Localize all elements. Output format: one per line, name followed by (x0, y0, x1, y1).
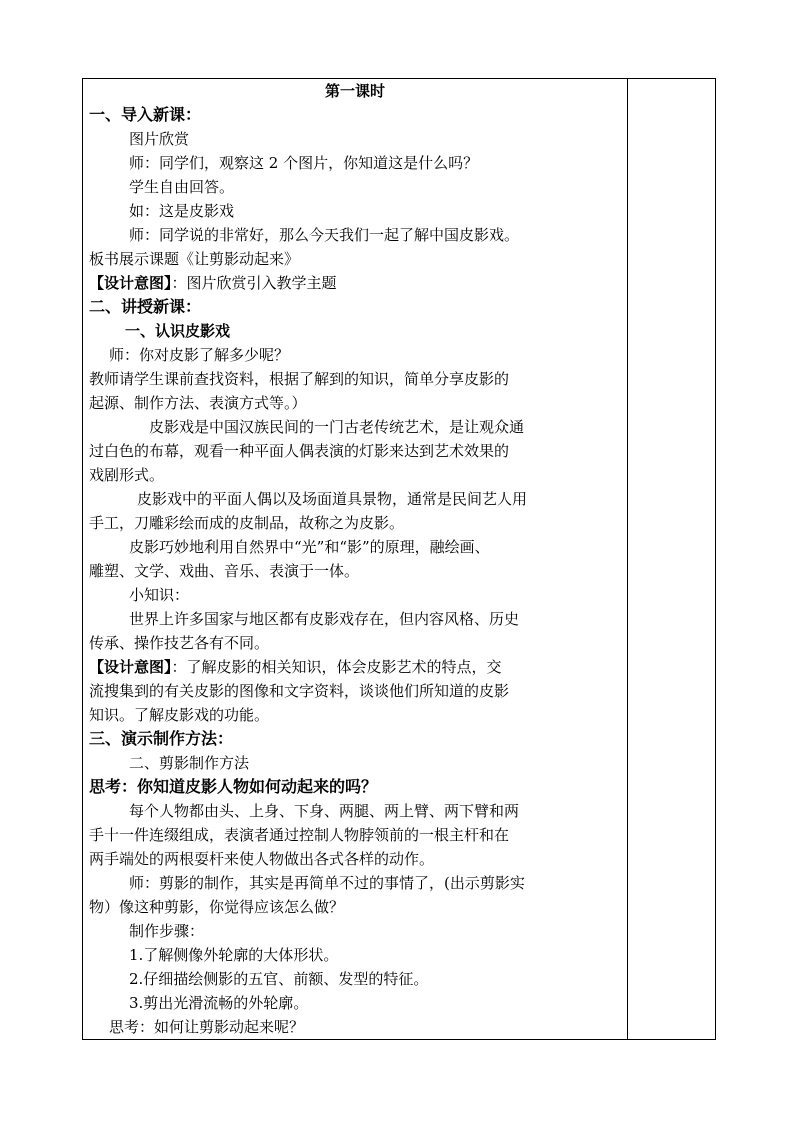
design-intent-label: 【设计意图】 (89, 658, 172, 676)
step-item: 2.仔细描绘侧影的五官、前额、发型的特征。 (129, 970, 429, 988)
paragraph: 手十一件连缀组成，表演者通过控制人物脖领前的一根主杆和在 (89, 826, 510, 844)
lesson-table (82, 78, 716, 1040)
paragraph: 知识。了解皮影戏的功能。 (89, 706, 270, 724)
section-heading-demo: 三、演示制作方法： (89, 729, 234, 748)
paragraph: 手工，刀雕彩绘而成的皮制品，故称之为皮影。 (89, 514, 405, 532)
subsection-heading: 一、认识皮影戏 (125, 322, 231, 340)
paragraph: 世界上许多国家与地区都有皮影戏存在，但内容风格、历史 (129, 610, 520, 628)
section-heading-intro: 一、导入新课： (89, 105, 202, 124)
paragraph: 皮影戏是中国汉族民间的一门古老传统艺术，是让观众通 (149, 418, 525, 436)
page-title: 第一课时 (324, 82, 385, 100)
paragraph: 皮影戏中的平面人偶以及场面道具景物，通常是民间艺人用 (137, 490, 528, 508)
design-intent-label: 【设计意图】 (89, 274, 172, 292)
paragraph: 师：你对皮影了解多少呢？ (109, 346, 290, 364)
paragraph: 板书展示课题《让剪影动起来》 (89, 250, 300, 268)
section-heading-teaching: 二、讲授新课： (89, 297, 202, 316)
paragraph: 师：剪影的制作，其实是再简单不过的事情了，(出示剪影实 (129, 874, 525, 892)
design-intent-text: ：了解皮影的相关知识，体会皮影艺术的特点，交 (171, 658, 502, 676)
paragraph: 每个人物都由头、上身、下身、两腿、两上臂、两下臂和两 (129, 802, 520, 820)
paragraph: 思考：如何让剪影动起来呢？ (109, 1018, 305, 1036)
design-intent (89, 655, 502, 679)
paragraph: 图片欣赏 (129, 130, 190, 148)
paragraph: 两手端处的两根耍杆来使人物做出各式各样的动作。 (89, 850, 435, 868)
paragraph: 师：同学们，观察这 2 个图片，你知道这是什么吗？ (129, 154, 479, 172)
design-intent-text: ：图片欣赏引入教学主题 (171, 274, 337, 292)
think-question: 思考：你知道皮影人物如何动起来的吗？ (89, 777, 378, 796)
paragraph: 师：同学说的非常好，那么今天我们一起了解中国皮影戏。 (129, 226, 520, 244)
paragraph: 皮影巧妙地利用自然界中“光”和“影”的原理，融绘画、 (129, 538, 490, 556)
paragraph: 起源、制作方法、表演方式等。） (89, 394, 307, 412)
paragraph: 如：这是皮影戏 (129, 202, 235, 220)
subsection-heading: 二、剪影制作方法 (129, 754, 250, 772)
paragraph: 小知识： (129, 586, 190, 604)
paragraph: 传承、操作技艺各有不同。 (89, 634, 270, 652)
paragraph: 学生自由回答。 (129, 178, 235, 196)
paragraph: 戏剧形式。 (89, 466, 165, 484)
paragraph: 教师请学生课前查找资料，根据了解到的知识，简单分享皮影的 (89, 370, 510, 388)
design-intent (89, 271, 337, 295)
paragraph: 制作步骤： (129, 922, 205, 940)
paragraph: 过白色的布幕，观看一种平面人偶表演的灯影来达到艺术效果的 (89, 442, 510, 460)
notes-column (628, 79, 716, 1039)
step-item: 3.剪出光滑流畅的外轮廓。 (129, 994, 309, 1012)
paragraph: 雕塑、文学、戏曲、音乐、表演于一体。 (89, 562, 360, 580)
step-item: 1.了解侧像外轮廓的大体形状。 (129, 946, 339, 964)
paragraph: 流搜集到的有关皮影的图像和文字资料，谈谈他们所知道的皮影 (89, 682, 510, 700)
lesson-content (89, 79, 621, 1039)
paragraph: 物）像这种剪影，你觉得应该怎么做？ (89, 898, 345, 916)
